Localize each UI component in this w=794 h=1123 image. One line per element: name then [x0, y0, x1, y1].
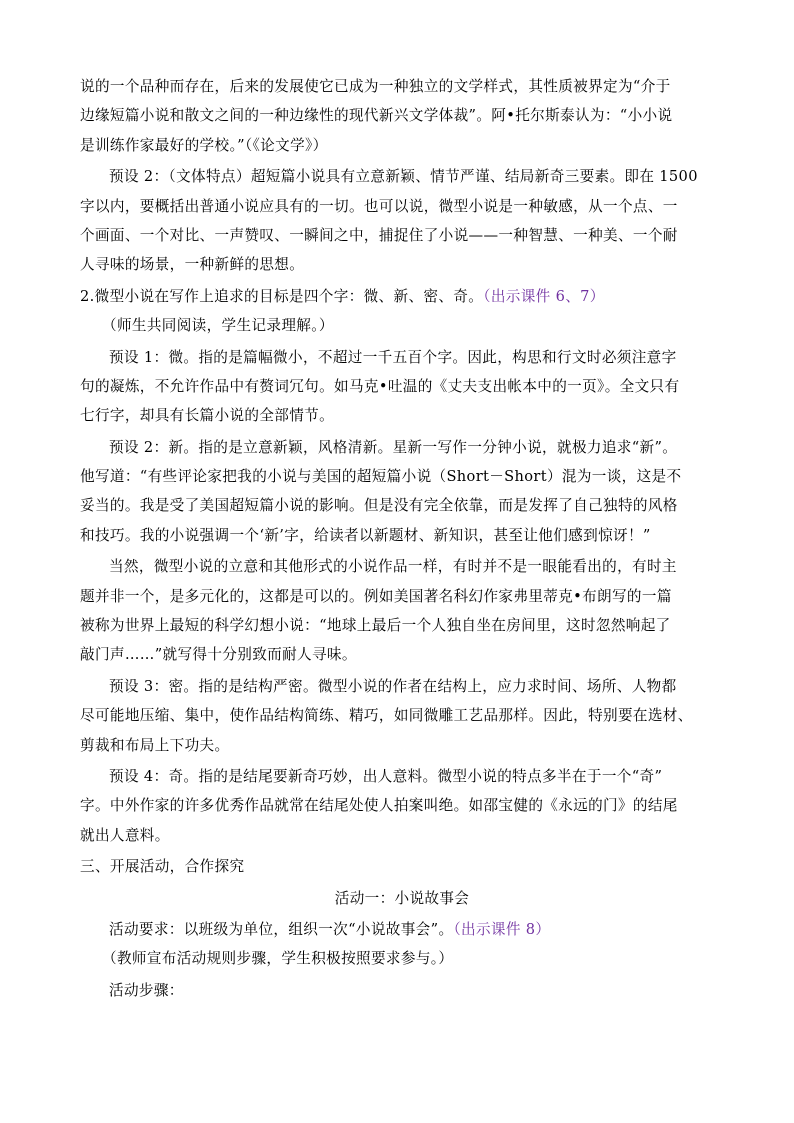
text-line-25: 字。中外作家的许多优秀作品就常在结尾处使人拍案叫绝。如邵宝健的《永远的门》的结尾 [80, 797, 678, 815]
text-line-23: 剪裁和布局上下功夫。 [80, 736, 230, 754]
courseware-note-2: （出示课件 8） [453, 920, 551, 938]
text-line-1: 说的一个品种而存在，后来的发展使它已成为一种独立的文学样式，其性质被界定为“介于 [80, 78, 671, 95]
text-line-2: 边缘短篇小说和散文之间的一种边缘性的现代新兴文学体裁”。阿•托尔斯泰认为：“小小说 [80, 107, 673, 125]
text-line-17: 当然，微型小说的立意和其他形式的小说作品一样，有时并不是一眼能看出的，有时主 [109, 558, 677, 576]
text-line-18: 题并非一个，是多元化的，这都是可以的。例如美国著名科幻作家弗里蒂克•布朗写的一篇 [80, 587, 672, 605]
text-line-11: 句的凝炼，不允许作品中有赘词冗句。如马克•吐温的《丈夫支出帐本中的一页》。全文只有 [80, 377, 680, 395]
text-line-4: 预设 2：（文体特点）超短篇小说具有立意新颖、情节严谨、结局新奇三要素。即在 1500 [109, 168, 698, 186]
section-item-2-text: 2.微型小说在写作上追求的目标是四个字：微、新、密、奇。 [80, 287, 484, 305]
activity-steps-label: 活动步骤： [109, 981, 184, 999]
text-line-6: 个画面、一个对比、一声赞叹、一瞬间之中，捕捉住了小说——一种智慧、一种美、一个耐 [80, 226, 678, 244]
text-line-20: 敲门声……”就写得十分别致而耐人寻味。 [80, 646, 357, 664]
courseware-note-1: （出示课件 6、7） [483, 287, 605, 305]
text-line-10: 预设 1：微。指的是篇幅微小，不超过一千五百个字。因此，构思和行文时必须注意字 [109, 348, 677, 366]
text-line-16: 和技巧。我的小说强调一个‘新’字，给读者以新题材、新知识，甚至让他们感到惊讶！” [80, 526, 651, 544]
section-heading-3: 三、开展活动，合作探究 [80, 858, 245, 876]
activity-requirement-text: 活动要求：以班级为单位，组织一次“小说故事会”。 [109, 920, 454, 938]
text-line-22: 尽可能地压缩、集中，使作品结构简练、精巧，如同微雕工艺品那样。因此，特别要在选材、 [80, 707, 693, 725]
section-item-2 [80, 282, 724, 311]
text-line-3: 是训练作家最好的学校。”（《论文学》） [80, 136, 328, 154]
activity-requirement [80, 915, 724, 944]
text-line-19: 被称为世界上最短的科学幻想小说：“地球上最后一个人独自坐在房间里，这时忽然响起了 [80, 617, 671, 635]
text-line-30: （教师宣布活动规则步骤，学生积极按照要求参与。） [102, 950, 454, 968]
text-line-12: 七行字，却具有长篇小说的全部情节。 [80, 407, 335, 425]
text-line-26: 就出人意料。 [80, 826, 170, 844]
text-line-9: （师生共同阅读，学生记录理解。） [102, 317, 334, 335]
text-line-13: 预设 2：新。指的是立意新颖，风格清新。星新一写作一分钟小说，就极力追求“新”。 [109, 438, 678, 456]
text-line-14: 他写道：“有些评论家把我的小说与美国的超短篇小说（Short－Short）混为一谈，这是不 [80, 468, 682, 486]
text-line-21: 预设 3：密。指的是结构严密。微型小说的作者在结构上，应力求时间、场所、人物都 [109, 677, 677, 695]
text-line-15: 妥当的。我是受了美国超短篇小说的影响。但是没有完全依靠，而是发挥了自己独特的风格 [80, 497, 678, 515]
text-line-5: 字以内，要概括出普通小说应具有的一切。也可以说，微型小说是一种敏感，从一个点、一 [80, 197, 678, 215]
text-line-24: 预设 4：奇。指的是结尾要新奇巧妙，出人意料。微型小说的特点多半在于一个“奇” [109, 767, 663, 785]
activity-title: 活动一：小说故事会 [334, 889, 470, 907]
text-line-7: 人寻味的场景，一种新鲜的思想。 [80, 256, 305, 274]
